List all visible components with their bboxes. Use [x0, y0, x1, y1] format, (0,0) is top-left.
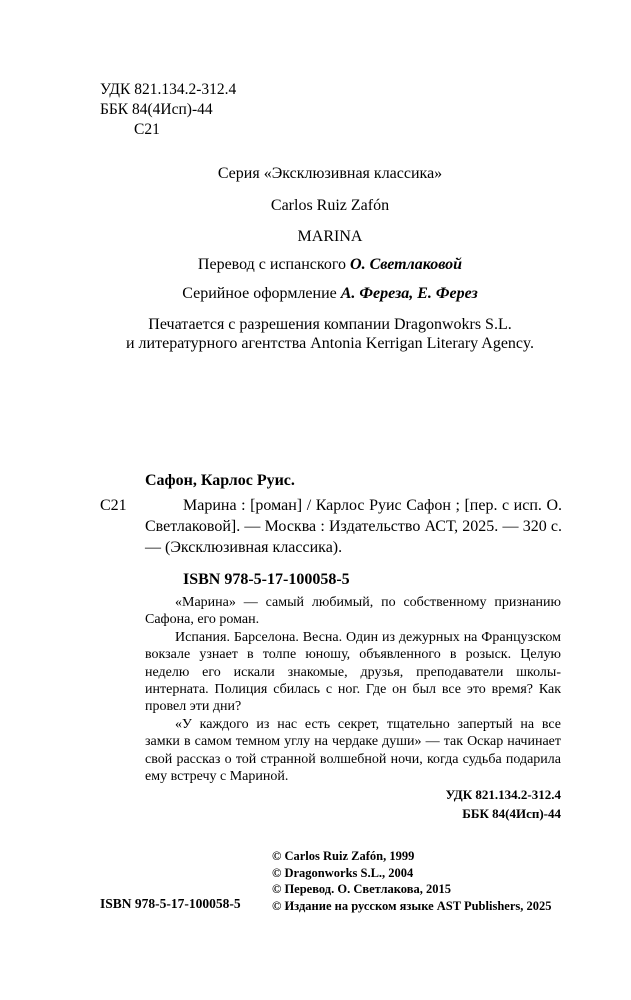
- copyright-line: © Перевод. О. Светлакова, 2015: [272, 882, 451, 897]
- translator-name: О. Светлаковой: [350, 256, 463, 273]
- title-header-block: [100, 165, 560, 353]
- translation-credit: [100, 256, 560, 274]
- permission-line-2: и литературного агентства Antonia Kerrigan Literary Agency.: [125, 335, 534, 352]
- design-credit: [100, 285, 560, 303]
- translation-prefix: Перевод с испанского: [197, 256, 351, 273]
- permission-line-1: Печатается с разрешения компании Dragonwokrs S.L.: [148, 316, 512, 333]
- annotation-paragraph: «У каждого из нас есть секрет, тщательно запертый на все замки в самом темном углу на чердаке души» — так Оскар начинает свой рассказ о той странной волшебной ночи, когда судьба подарила ему встречу с Мариной.: [145, 716, 561, 785]
- annotation-paragraph: Испания. Барселона. Весна. Один из дежурных на Французском вокзале узнает в толпе юношу, объявленного в розыск. Целую неделю его искали знакомые, друзья, преподаватели школы-интерната. Полиция сбилась с ног. Где он был все это время? Как провел эти дни?: [145, 629, 561, 715]
- designer-names: А. Фереза, Е. Ферез: [340, 285, 478, 302]
- catalog-code-top: С21: [134, 121, 160, 138]
- copyright-block: [272, 848, 552, 914]
- copyright-line: © Carlos Ruiz Zafón, 1999: [272, 849, 415, 863]
- book-title-original: MARINA: [297, 228, 363, 245]
- udk-code-bottom: УДК 821.134.2-312.4: [445, 787, 561, 802]
- annotation-block: [145, 594, 561, 785]
- copyright-line: © Издание на русском языке AST Publishers, 2025: [272, 898, 552, 913]
- copyright-line: © Dragonworks S.L., 2004: [272, 865, 414, 880]
- isbn-bottom: ISBN 978-5-17-100058-5: [100, 896, 241, 911]
- top-bibliographic-codes: [100, 80, 236, 140]
- annotation-paragraph: «Марина» — самый любимый, по собственному признанию Сафона, его роман.: [145, 595, 561, 628]
- catalog-card: [100, 470, 562, 590]
- catalog-code: С21: [100, 497, 127, 514]
- catalog-author: Сафон, Карлос Руис.: [145, 472, 295, 489]
- udk-code-top: УДК 821.134.2-312.4: [100, 81, 237, 98]
- isbn-line: ISBN 978-5-17-100058-5: [183, 571, 350, 588]
- bbk-code-bottom: ББК 84(4Исп)-44: [462, 806, 561, 821]
- design-prefix: Серийное оформление: [182, 285, 341, 302]
- series-line: Серия «Эксклюзивная классика»: [217, 165, 443, 182]
- catalog-entry-row: [100, 495, 562, 558]
- catalog-entry: Марина : [роман] / Карлос Руис Сафон ; [пер. с исп. О. Светлаковой]. — Москва : Издательство АСТ, 2025. — 320 с. — (Эксклюзивная классика).: [145, 497, 562, 556]
- bbk-code-top: ББК 84(4Исп)-44: [100, 101, 213, 118]
- bottom-bibliographic-codes: [446, 785, 561, 823]
- author-original: Carlos Ruiz Zafón: [270, 197, 390, 214]
